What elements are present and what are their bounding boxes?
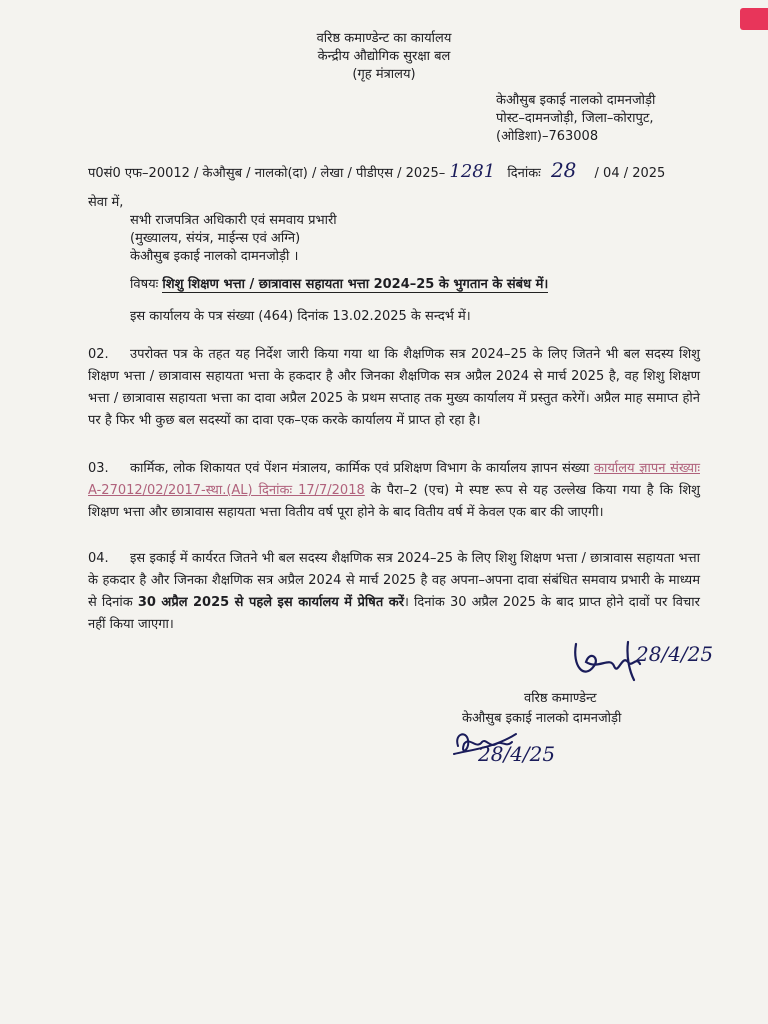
paragraph-text-continued: के पैरा–2 (एच) मे स्पष्ट रूप से यह उल्लेख किया गया है कि शिशु शिक्षण भत्ता और छात्रावास सहायता भत्ता वितीय वर्ष पूरा होने के बाद वितीय वर्ष में केवल एक बार की जाएगी। <box>88 483 701 520</box>
office-title: वरिष्ठ कमाण्डेन्ट का कार्यालय <box>316 31 452 46</box>
addressee-line-2: (मुख्यालय, संयंत्र, माईन्स एवं अग्नि) <box>130 231 301 246</box>
addressee-line-1: सभी राजपत्रित अधिकारी एवं समवाय प्रभारी <box>130 213 337 228</box>
paragraph-number: 02. <box>88 347 109 362</box>
paragraph-text: कार्मिक, लोक शिकायत एवं पेंशन मंत्रालय, कार्मिक एवं प्रशिक्षण विभाग के कार्यालय ज्ञापन संख्या <box>130 461 590 476</box>
handwritten-file-number: 1281 <box>449 161 496 182</box>
signatory-designation: वरिष्ठ कमाण्डेन्ट <box>524 691 597 706</box>
corner-tab <box>740 8 768 30</box>
date-label: दिनांकः <box>507 166 541 181</box>
paragraph-text: उपरोक्त पत्र के तहत यह निर्देश जारी किया गया था कि शैक्षणिक सत्र 2024–25 के लिए जितने भी बल सदस्य शिशु शिक्षण भत्ता / छात्रावास सहायता भत्ता के हकदार है और जिनका शैक्षणिक सत्र अप्रैल 2024 से मार्च 2025 है, वह शिशु शिक्षण भत्ता / छात्रावास सहायता भत्ता का दावा अप्रैल 2025 के प्रथम सप्ताह तक मुख्य कार्यालय में प्रस्तुत करेगें। अप्रैल माह समाप्त होने पर है फिर भी कुछ बल सदस्यों का दावा एक–एक करके कार्यालय में प्राप्त हो रहा है। <box>88 347 700 428</box>
force-name: केन्द्रीय औद्योगिक सुरक्षा बल <box>317 49 451 64</box>
initials-date: 28/4/25 <box>478 742 556 766</box>
paragraph-text: इस इकाई में कार्यरत जितने भी बल सदस्य शैक्षणिक सत्र 2024–25 के लिए शिशु शिक्षण भत्ता / छात्रावास सहायता भत्ता के हकदार है और जिनका शैक्षणिक सत्र अप्रैल 2024 से मार्च 2025 है वह अपना–अपना दावा संबंधित समवाय प्रभारी के माध्यम से दिनांक <box>88 551 700 610</box>
paragraph-04 <box>88 548 700 636</box>
subject-text: शिशु शिक्षण भत्ता / छात्रावास सहायता भत्ता 2024–25 के भुगतान के संबंध में। <box>162 277 549 292</box>
deadline-highlight: 30 अप्रैल 2025 से पहले इस कार्यालय में प्रेषित करें <box>137 595 405 610</box>
signatory-unit: केऔसुब इकाई नालको दामनजोड़ी <box>462 711 622 726</box>
paragraph-number: 03. <box>88 461 109 476</box>
paragraph-number: 04. <box>88 551 109 566</box>
signature-date: 28/4/25 <box>636 642 714 666</box>
reference-line <box>88 158 665 182</box>
date-month-year: / 04 / 2025 <box>594 166 666 181</box>
reference-sentence: इस कार्यालय के पत्र संख्या (464) दिनांक 13.02.2025 के सन्दर्भ में। <box>130 309 471 324</box>
address-line-3: (ओडिशा)–763008 <box>496 129 599 144</box>
file-number: प0सं0 एफ–20012 / केऔसुब / नालको(दा) / लेखा / पीडीएस / 2025– <box>88 166 446 181</box>
handwritten-date-day: 28 <box>550 158 577 182</box>
office-memo-link[interactable]: कार्यालय ज्ञापन संख्याः A-27012/02/2017-स्था.(AL) दिनांकः 17/7/2018 <box>88 461 700 498</box>
salutation: सेवा में, <box>88 195 124 210</box>
addressee-line-3: केऔसुब इकाई नालको दामनजोड़ी । <box>130 249 299 264</box>
address-line-1: केऔसुब इकाई नालको दामनजोड़ी <box>496 93 656 108</box>
subject-line <box>130 274 548 292</box>
paragraph-03 <box>88 458 700 524</box>
paragraph-02 <box>88 344 700 432</box>
subject-label: विषयः <box>130 277 159 292</box>
ministry-name: (गृह मंत्रालय) <box>352 67 416 82</box>
paragraph-text-continued: । दिनांक 30 अप्रैल 2025 के बाद प्राप्त होने दावों पर विचार नहीं किया जाएगा। <box>88 595 700 632</box>
address-line-2: पोस्ट–दामनजोड़ी, जिला–कोरापुट, <box>496 111 654 126</box>
